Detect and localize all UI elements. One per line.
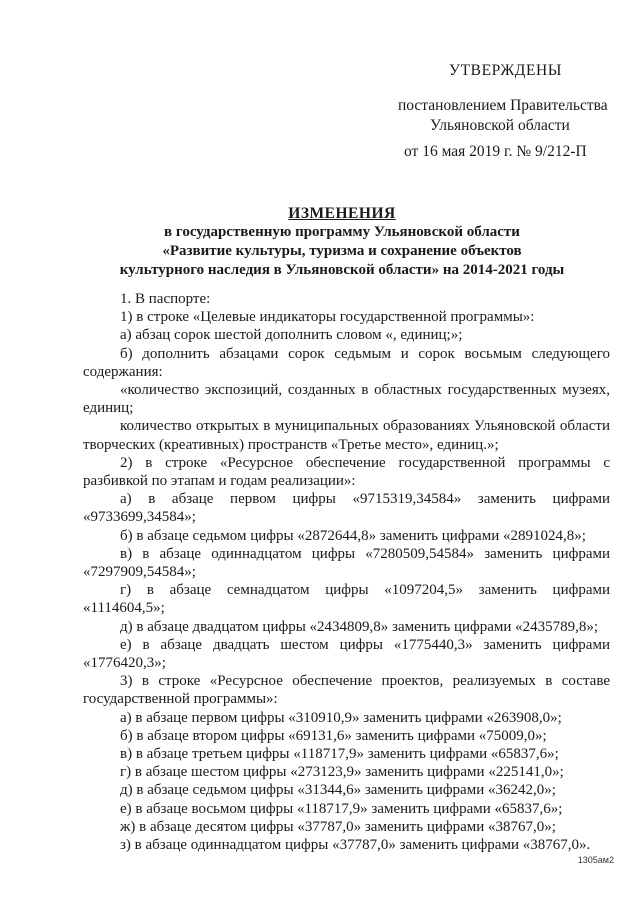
paragraph: з) в абзаце одиннадцатом цифры «37787,0» заменить цифрами «38767,0». <box>120 837 591 854</box>
paragraph: количество открытых в муниципальных образованиях Ульяновской области творческих (креативных) пространств «Третье место», единиц.»; <box>83 418 610 453</box>
document-code: 1305ам2 <box>577 855 614 865</box>
paragraph: 1) в строке «Целевые индикаторы государственной программы»: <box>120 309 535 326</box>
document-heading <box>92 204 592 280</box>
paragraph: в) в абзаце одиннадцатом цифры «7280509,54584» заменить цифрами «7297909,54584»; <box>83 545 610 581</box>
paragraph: е) в абзаце восьмом цифры «118717,9» заменить цифрами «65837,6»; <box>120 800 563 817</box>
paragraph: д) в абзаце двадцатом цифры «2434809,8» заменить цифрами «2435789,8»; <box>120 618 599 635</box>
approval-line-decree: постановлением Правительства <box>398 97 608 114</box>
paragraph: 1. В паспорте: <box>120 291 211 307</box>
heading-line-1: в государственную программу Ульяновской области <box>164 224 520 240</box>
paragraph: а) абзац сорок шестой дополнить словом «, единиц;»; <box>120 327 463 344</box>
paragraph: г) в абзаце шестом цифры «273123,9» заменить цифрами «225141,0»; <box>120 764 564 781</box>
approval-block <box>0 0 640 165</box>
document-body <box>83 290 610 854</box>
paragraph: «количество экспозиций, созданных в областных государственных музеях, единиц; <box>83 382 610 417</box>
approval-title: УТВЕРЖДЕНЫ <box>449 62 562 79</box>
heading-line-2: «Развитие культуры, туризма и сохранение объектов <box>162 243 522 259</box>
paragraph: г) в абзаце семнадцатом цифры «1097204,5» заменить цифрами «1114604,5»; <box>83 582 610 617</box>
document-title: ИЗМЕНЕНИЯ <box>288 205 396 222</box>
paragraph: б) в абзаце втором цифры «69131,6» заменить цифрами «75009,0»; <box>120 727 547 744</box>
approval-line-date: от 16 мая 2019 г. № 9/212-П <box>404 143 587 160</box>
paragraph: 2) в строке «Ресурсное обеспечение государственной программы с разбивкой по этапам и годам реализации»: <box>83 454 610 490</box>
paragraph: в) в абзаце третьем цифры «118717,9» заменить цифрами «65837,6»; <box>120 746 559 763</box>
approval-line-region: Ульяновской области <box>430 117 570 134</box>
paragraph: б) в абзаце седьмом цифры «2872644,8» заменить цифрами «2891024,8»; <box>120 527 586 544</box>
paragraph: б) дополнить абзацами сорок седьмым и сорок восьмым следующего содержания: <box>83 345 610 380</box>
paragraph: 3) в строке «Ресурсное обеспечение проектов, реализуемых в составе государственной программы»: <box>83 673 610 708</box>
paragraph: д) в абзаце седьмом цифры «31344,6» заменить цифрами «36242,0»; <box>120 782 556 799</box>
paragraph: е) в абзаце двадцать шестом цифры «1775440,3» заменить цифрами «1776420,3»; <box>83 636 610 672</box>
heading-line-3: культурного наследия в Ульяновской области» на 2014-2021 годы <box>119 262 565 278</box>
paragraph: ж) в абзаце десятом цифры «37787,0» заменить цифрами «38767,0»; <box>120 818 556 835</box>
paragraph: а) в абзаце первом цифры «310910,9» заменить цифрами «263908,0»; <box>120 709 562 726</box>
paragraph: а) в абзаце первом цифры «9715319,34584» заменить цифрами «9733699,34584»; <box>83 491 610 526</box>
